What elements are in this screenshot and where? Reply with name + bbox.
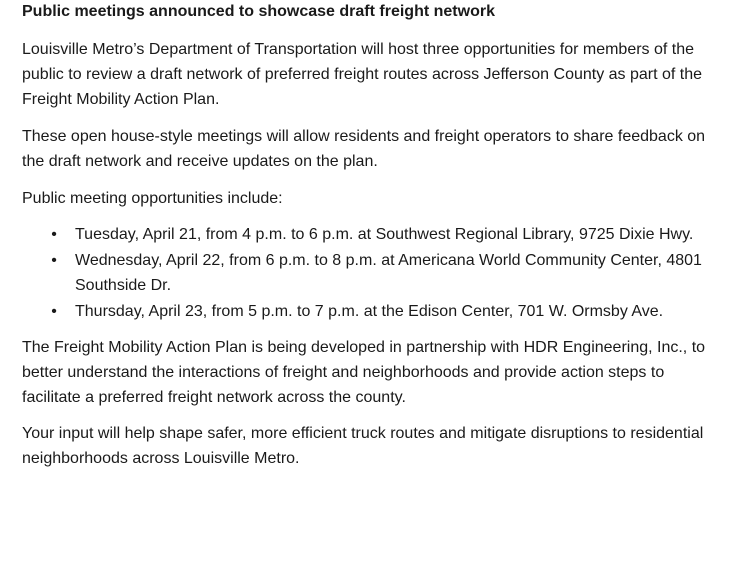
- open-house-paragraph: These open house-style meetings will allow residents and freight operators to share feedback on the draft network and receive updates on the plan.: [22, 128, 706, 170]
- bullet-icon: •: [51, 226, 57, 243]
- meeting-text: Tuesday, April 21, from 4 p.m. to 6 p.m. at Southwest Regional Library, 9725 Dixie Hwy.: [75, 226, 694, 243]
- closing-paragraph: Your input will help shape safer, more efficient truck routes and mitigate disruptions to residential neighborhoods across Louisville Metro.: [22, 425, 704, 467]
- meeting-text: Wednesday, April 22, from 6 p.m. to 8 p.m. at Americana World Community Center, 4801 Southside Dr.: [75, 252, 702, 294]
- bullet-icon: •: [51, 303, 57, 320]
- meeting-text: Thursday, April 23, from 5 p.m. to 7 p.m. at the Edison Center, 701 W. Ormsby Ave.: [75, 303, 664, 320]
- meeting-list-item: [51, 299, 716, 324]
- meeting-list: [22, 222, 716, 324]
- meeting-list-intro: Public meeting opportunities include:: [22, 190, 283, 207]
- article-headline: Public meetings announced to showcase draft freight network: [22, 3, 495, 20]
- meeting-list-item: [51, 222, 716, 247]
- meeting-list-item: [51, 248, 716, 298]
- partnership-paragraph: The Freight Mobility Action Plan is being developed in partnership with HDR Engineering, Inc., to better understand the interactions of freight and neighborhoods and provide action steps to facilitate a preferred freight network across the county.: [22, 339, 706, 406]
- intro-paragraph: Louisville Metro’s Department of Transportation will host three opportunities for members of the public to review a draft network of preferred freight routes across Jefferson County as part of the Freight Mobility Action Plan.: [22, 41, 703, 108]
- bullet-icon: •: [51, 252, 57, 269]
